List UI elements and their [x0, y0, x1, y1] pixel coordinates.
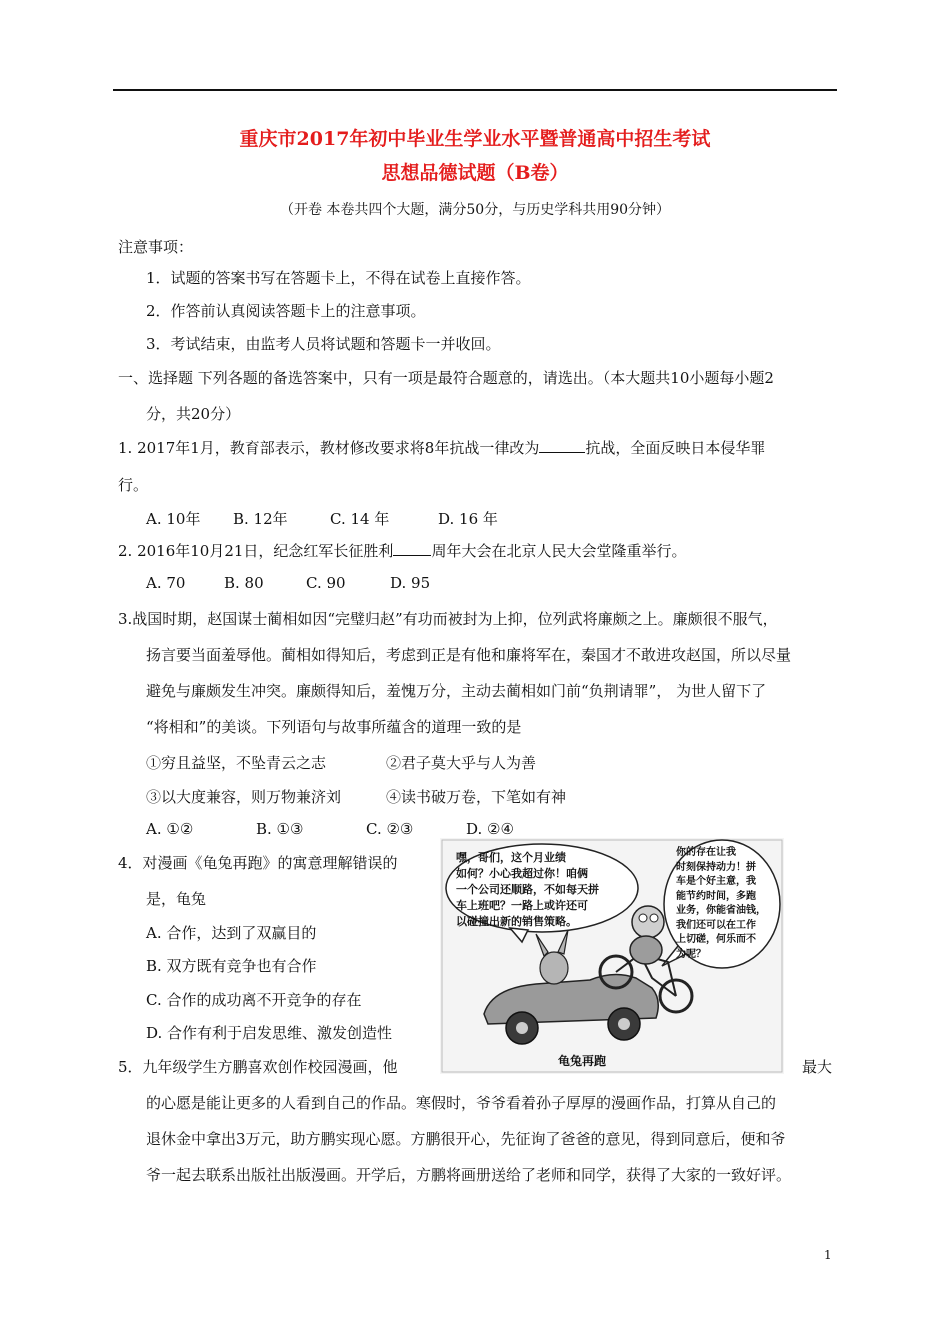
q2-option-d: D. 95: [390, 574, 431, 592]
notice-item: 2．作答前认真阅读答题卡上的注意事项。: [146, 302, 426, 320]
q2-stem-a: 2. 2016年10月21日，纪念红军长征胜利: [118, 542, 394, 560]
q2-option-b: B. 80: [224, 574, 264, 592]
bubble-line: 时刻保持动力！拼: [676, 861, 756, 873]
q5-line: 的心愿是能让更多的人看到自己的作品。寒假时，爷爷看着孙子厚厚的漫画作品，打算从自己的: [146, 1094, 777, 1112]
bubble-line: 一个公司还顺路，不如每天拼: [456, 883, 599, 896]
q3-line: 3.战国时期，赵国谋士蔺相如因“完璧归赵”有功而被封为上抑，位列武将廉颇之上。廉颇很不服气，: [118, 610, 778, 628]
answer-blank: [393, 541, 431, 556]
q3-statement-3: ③以大度兼容，则万物兼济刘: [146, 788, 342, 806]
q5-line: 5．九年级学生方鹏喜欢创作校园漫画，他: [118, 1058, 398, 1076]
q3-line: 避免与廉颇发生冲突。廉颇得知后，羞愧万分，主动去蔺相如门前“负荆请罪”， 为世人留下了: [146, 682, 767, 700]
bubble-line: 你的存在让我: [676, 847, 736, 858]
q2-stem: [118, 540, 686, 561]
bubble-line: 业务，你能省油钱，: [676, 905, 766, 916]
bubble-line: 上切磋，何乐而不: [676, 934, 756, 945]
bubble-line: 如何？小心我超过你！咱俩: [456, 867, 588, 880]
q1-option-d: D. 16 年: [438, 510, 498, 528]
exam-note: （开卷 本卷共四个大题，满分50分，与历史学科共用90分钟）: [279, 202, 671, 218]
bubble-line: 为呢？: [676, 948, 706, 960]
bubble-line: 以碰撞出新的销售策略。: [456, 915, 577, 928]
q3-statement-1: ①穷且益坚，不坠青云之志: [146, 754, 327, 772]
q4-option-b: B. 双方既有竞争也有合作: [146, 957, 317, 975]
q2-option-a: A. 70: [146, 574, 186, 592]
answer-blank: [539, 438, 585, 453]
q1-option-b: B. 12年: [233, 510, 288, 528]
q3-line: “将相和”的美谈。下列语句与故事所蕴含的道理一致的是: [146, 718, 522, 736]
notice-heading: 注意事项：: [118, 238, 194, 256]
exam-title: 重庆市2017年初中毕业生学业水平暨普通高中招生考试: [239, 128, 711, 150]
bubble-line: 车上班吧？一路上或许还可: [456, 899, 588, 912]
bubble-line: 能节约时间，多跑: [676, 890, 756, 902]
cartoon-illustration: [440, 838, 784, 1074]
q4-stem: 4．对漫画《龟兔再跑》的寓意理解错误的: [118, 854, 398, 872]
notice-item: 3．考试结束，由监考人员将试题和答题卡一并收回。: [146, 335, 501, 353]
left-speech-bubble: [456, 850, 599, 930]
q4-stem-cont: 是，龟兔: [146, 890, 207, 908]
q1-stem: [118, 437, 765, 458]
q5-line: 退休金中拿出3万元，助方鹏实现心愿。方鹏很开心，先征询了爸爸的意见，得到同意后，便和爷: [146, 1130, 786, 1148]
bubble-line: 车是个好主意，我: [676, 876, 756, 887]
q3-statement-2: ②君子莫大乎与人为善: [386, 754, 537, 772]
q2-stem-b: 周年大会在北京人民大会堂隆重举行。: [431, 542, 687, 560]
q3-option-d: D. ②④: [466, 820, 514, 838]
q3-line: 扬言要当面羞辱他。蔺相如得知后，考虑到正是有他和廉将军在，秦国才不敢进攻赵国，所以尽量: [146, 646, 792, 664]
page-number: 1: [824, 1248, 832, 1262]
q5-line: 爷一起去联系出版社出版漫画。开学后，方鹏将画册送给了老师和同学，获得了大家的一致好评。: [146, 1166, 792, 1184]
notice-item: 1．试题的答案书写在答题卡上，不得在试卷上直接作答。: [146, 269, 531, 287]
q4-option-c: C. 合作的成功离不开竞争的存在: [146, 991, 362, 1009]
q3-option-c: C. ②③: [366, 820, 414, 838]
q3-option-a: A. ①②: [146, 820, 194, 838]
q1-option-a: A. 10年: [146, 510, 201, 528]
q5-line-end: 最大: [802, 1058, 833, 1076]
q3-option-b: B. ①③: [256, 820, 304, 838]
cartoon-caption: 龟兔再跑: [558, 1054, 607, 1068]
q3-statement-4: ④读书破万卷，下笔如有神: [386, 788, 567, 806]
bubble-line: 嘿，哥们，这个月业绩: [456, 851, 566, 864]
right-speech-bubble: [676, 846, 766, 962]
section1-heading-cont: 分，共20分）: [146, 405, 241, 423]
q1-option-c: C. 14 年: [330, 510, 390, 528]
q1-stem-cont: 行。: [118, 476, 149, 494]
bubble-line: 我们还可以在工作: [676, 919, 756, 931]
exam-subtitle: 思想品德试题（B卷）: [381, 162, 569, 184]
section1-heading: 一、选择题 下列各题的备选答案中，只有一项是最符合题意的，请选出。（本大题共10小题每小题2: [118, 369, 774, 387]
top-rule: [113, 89, 837, 91]
q2-option-c: C. 90: [306, 574, 346, 592]
q1-stem-a: 1. 2017年1月，教育部表示，教材修改要求将8年抗战一律改为: [118, 439, 540, 457]
q4-option-a: A. 合作，达到了双赢目的: [146, 924, 317, 942]
q4-option-d: D. 合作有利于启发思维、激发创造性: [146, 1024, 393, 1042]
q1-stem-b: 抗战，全面反映日本侵华罪: [585, 439, 766, 457]
